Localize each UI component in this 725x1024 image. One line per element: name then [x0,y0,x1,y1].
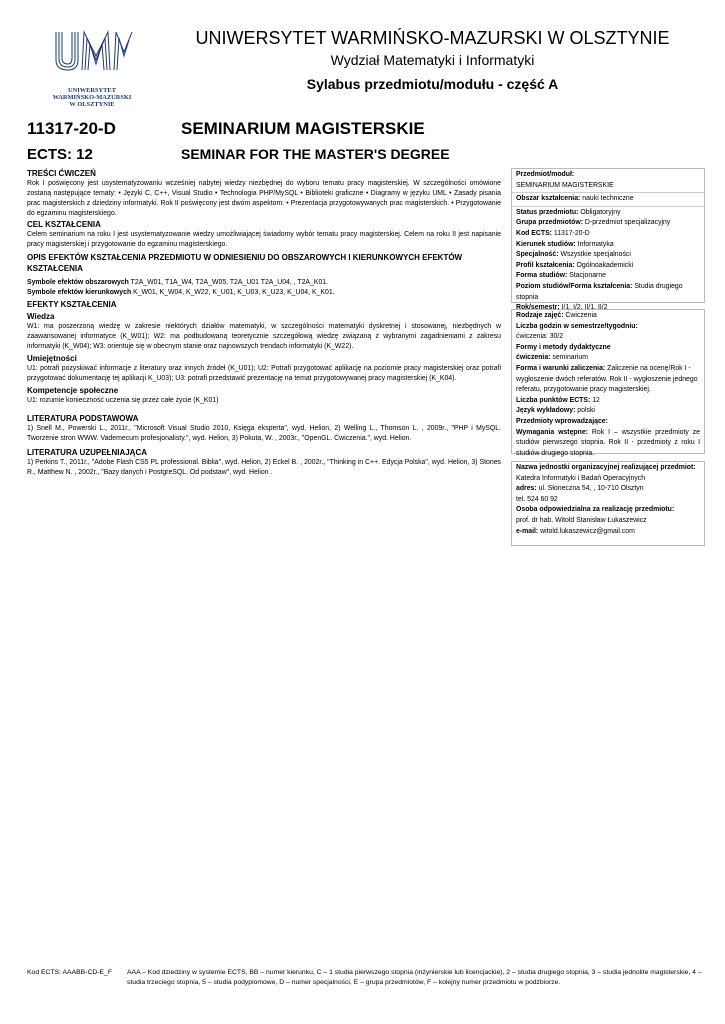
course-ects: ECTS: 12 [27,146,93,163]
syllabus-heading: Sylabus przedmiotu/modułu - część A [306,76,559,92]
course-title: SEMINARIUM MAGISTERSKIE [181,119,425,138]
syllabus-main [27,168,501,478]
section-text: U1: potrafi pozyskiwać informacje z literatury oraz innych źródeł (K_U01); U2: Potrafi przygotować aplikację na poziomie pracy magisterskiej oraz potrafi przygotować dokumentację tej aplikacji K_U03); U3: potrafi przedstawić prezentację na temat przygotowywanej pracy magisterskiej (K_K04). [27,365,501,382]
logo-text: UNIWERSYTET WARMIŃSKO-MAZURSKI W OLSZTYNIE [52,87,132,108]
unit-info-box: Nazwa jednostki organizacyjnej realizującej przedmiot: Katedra Informatyki i Badań Operacyjnych adres: ul. Słoneczna 54, , 10-710 Olsztyn tel. 524 60 92 Osoba odpowiedzialna za realizację przedmiotu: prof. dr hab. Witold Stanisław Łukaszewicz e-mail: witold.lukaszewicz@gmail.com [511,461,705,546]
university-logo [48,26,136,110]
subsection-heading: Kompetencje społeczne [27,386,119,395]
uwm-logo-icon [48,26,136,82]
subsection-heading: Wiedza [27,312,55,321]
faculty-name: Wydział Matematyki i Informatyki [330,52,535,68]
legend-key: Kod ECTS: AAABB-CD-E_F [27,969,112,976]
course-title-en: SEMINAR FOR THE MASTER'S DEGREE [181,146,450,162]
course-info-box: Przedmiot/moduł: SEMINARIUM MAGISTERSKIE Obszar kształcenia: nauki techniczne Status przedmiotu: Obligatoryjny Grupa przedmiotów: D-przedmiot specjalizacyjny Kod ECTS: 11317-20-D Kierunek studiów: Informatyka Specjalność: Wszystkie specjalności Profil kształcenia: Ogólnoakademicki Forma studiów: Stacjonarne Poziom studiów/Forma kształcenia: Studia drugiego stopnia Rok/semestr: I/1, I/2, II/1, II/2 [511,168,705,303]
section-text: Celem seminarium na roku I jest usystematyzowanie wiedzy umożliwiającej świadomy wybór tematu pracy magisterskiej. Celem na roku II jest napisanie pracy magisterskiej i przygotowanie do egzaminu magisterskiego. [27,231,501,248]
classes-info-box: Rodzaje zajęć: Ćwiczenia Liczba godzin w semestrze/tygodniu: ćwiczenia: 30/2 Formy i metody dydaktyczne ćwiczenia: seminarium Forma i warunki zaliczenia: Zaliczenie na ocenę/Rok I - wygłoszenie dwóch referatów. Rok II - wygłoszenie jednego referatu, przygotowanie pracy magisterskiej. Liczba punktów ECTS: 12 Język wykładowy: polski Przedmioty wprowadzające: Wymagania wstępne: Rok I – wszystkie przedmioty ze studiów pierwszego stopnia. Rok II - przedmioty z roku I studiów drugiego stopnia. [511,309,705,454]
section-text: U1: rozumie konieczność uczenia się przez całe życie (K_K01) [27,397,219,404]
symbols-area: Symbole efektów obszarowych T2A_W01, T1A_W4, T2A_W05, T2A_U01 T2A_U04, , T2A_K01. [27,279,329,286]
section-heading: OPIS EFEKTÓW KSZTAŁCENIA PRZEDMIOTU W ODNIESIENIU DO OBSZAROWYCH I KIERUNKOWYCH EFEKTÓW KSZTAŁCENIA [27,253,463,273]
symbols-field: Symbole efektów kierunkowych K_W01, K_W04, K_W22, K_U01, K_U03, K_U23, K_U04, K_K01. [27,289,335,296]
course-code: 11317-20-D [27,119,116,138]
subsection-heading: Umiejętności [27,354,77,363]
section-heading: LITERATURA PODSTAWOWA [27,414,139,423]
section-text: W1: ma poszerzoną wiedzę w zakresie niektórych działów matematyki, w szczególności matematyki dyskretnej i stosowanej, niezbędnych w zaawansowanej informatyce (K_W01); W2: ma podbudowaną teoretycznie szczegółową wiedzę związaną z wybranymi zagadnieniami z zakresu informatyki (K_W04); W3: orientuje się w obecnym stanie oraz najnowszych trendach informatyki (K_W22). [27,323,501,350]
section-text: 1) Snell M., Powerski L., 2011r., "Microsoft Visual Studio 2010, Księga eksperta", wyd. Helion, 2) Welling L., Thomson L. , 2009r., "PHP i MySQL. Tworzenie stron WWW. Vademecum profesjonalisty.", wyd. Helion, 3) Pokuta, W. , 2003r., "OpenGL. Ćwiczenia.", wyd. Helion. [27,425,501,442]
university-name: UNIWERSYTET WARMIŃSKO-MAZURSKI W OLSZTYNIE [195,28,670,48]
section-heading: TREŚCI ĆWICZEŃ [27,169,96,178]
legend-description: AAA – Kod dziedziny w systemie ECTS, BB – numer kierunku, C – 1 studia pierwszego stopnia (inżynierskie lub licencjackie), 2 – studia drugiego stopnia, 3 – studia jednolite magisterskie, 4 – studia trzeciego stopnia, 5 – studia podyplomowe, D – numer specjalności, E – grupa przedmiotów, F – kolejny numer przedmiotu w podzbiorze. [127,969,702,986]
section-heading: LITERATURA UZUPEŁNIAJĄCA [27,448,147,457]
section-text: Rok I poświęcony jest usystematyzowaniu wcześniej nabytej wiedzy niezbędnej do wyboru tematu pracy magisterskiej. W szczególności omówione zostaną następujące tematy: • Języki C, C++, Visual Studio • Technologia PHP/MySQL • Biblioteki graficzne • Diagramy w języku UML • Zasady pisania prac magisterskich z dziedziny informatyki. Rok II poświęcony jest dwóm aspektom: • Prezentacja przygotowywanych prac magisterskich. • Przygotowanie do egzaminu magisterskiego. [27,180,501,217]
section-heading: EFEKTY KSZTAŁCENIA [27,300,117,309]
section-text: 1) Perkins T., 2011r., "Adobe Flash CS5 PL professional. Biblia", wyd. Helion, 2) Eckel B. , 2002r., "Thinking in C++. Edycja Polska", wyd. Helion, 3) Stones R., Matthew N. , 2002r., "Bazy danych i PostgreSQL. Od podstaw", wyd. Helion . [27,459,501,476]
section-heading: CEL KSZTAŁCENIA [27,220,101,229]
